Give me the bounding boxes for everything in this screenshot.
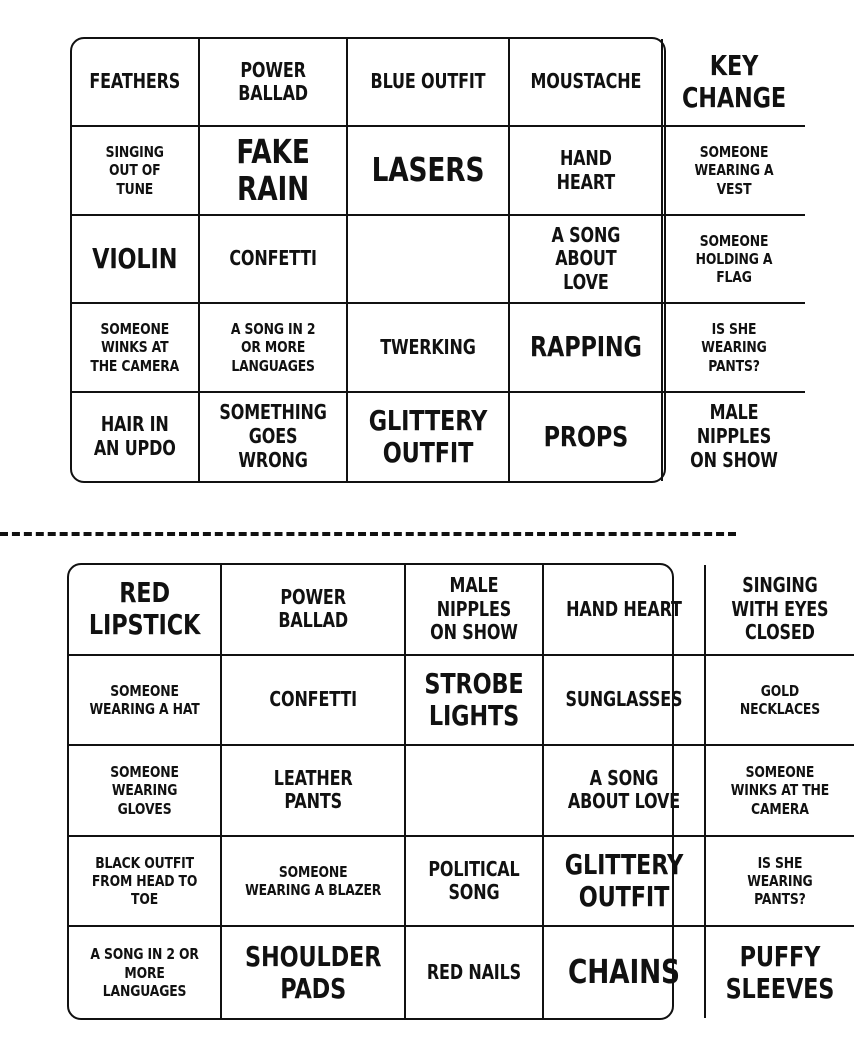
bingo-square-label: POWER BALLAD [278, 584, 349, 633]
bingo-square[interactable] [544, 837, 706, 928]
bingo-square-label: A SONG IN 2 OR MORE LANGUAGES [230, 319, 315, 375]
bingo-square-label: CHAINS [568, 952, 681, 992]
bingo-square[interactable] [348, 393, 510, 481]
bingo-square[interactable] [663, 39, 805, 127]
bingo-square[interactable] [222, 927, 406, 1018]
bingo-square-label: SOMEONE WEARING GLOVES [110, 763, 179, 818]
bingo-square[interactable] [706, 746, 854, 837]
bingo-square[interactable] [222, 746, 406, 837]
bingo-square[interactable] [348, 39, 510, 127]
bingo-square[interactable] [69, 565, 222, 656]
bingo-square[interactable] [544, 656, 706, 747]
bingo-square[interactable] [222, 837, 406, 928]
bingo-square[interactable] [72, 304, 200, 392]
bingo-square-label: RED LIPSTICK [88, 576, 201, 642]
bingo-square-label: MALE NIPPLES ON SHOW [690, 400, 779, 472]
bingo-square-label: MALE NIPPLES ON SHOW [430, 572, 519, 645]
bingo-square-label: BLUE OUTFIT [370, 69, 486, 94]
bingo-square[interactable] [222, 656, 406, 747]
bingo-square-label: PROPS [543, 419, 628, 453]
bingo-square-label: HAIR IN AN UPDO [93, 412, 176, 460]
bingo-square-label: CONFETTI [269, 687, 357, 712]
bingo-square[interactable] [406, 565, 544, 656]
bingo-square-label: SOMEONE WEARING A BLAZER [245, 862, 382, 900]
bingo-square[interactable] [406, 837, 544, 928]
bingo-square[interactable] [706, 837, 854, 928]
free-square[interactable] [348, 216, 510, 304]
bingo-square-label: FEATHERS [89, 69, 181, 94]
bingo-square-label: MOUSTACHE [530, 69, 641, 94]
bingo-square[interactable] [663, 216, 805, 304]
bingo-square[interactable] [200, 393, 348, 481]
bingo-square[interactable] [406, 656, 544, 747]
bingo-square-label: SOMETHING GOES WRONG [218, 400, 327, 472]
free-square[interactable] [406, 746, 544, 837]
bingo-square-label: CONFETTI [228, 246, 317, 271]
bingo-square-label: GLITTERY OUTFIT [368, 403, 487, 469]
bingo-square[interactable] [72, 39, 200, 127]
bingo-square-label: TWERKING [379, 334, 476, 359]
bingo-square[interactable] [406, 927, 544, 1018]
bingo-square[interactable] [348, 304, 510, 392]
bingo-square-label: HAND HEART [566, 596, 683, 621]
bingo-square[interactable] [663, 393, 805, 481]
bingo-square-label: RED NAILS [427, 959, 522, 984]
bingo-square-label: POWER BALLAD [237, 57, 308, 106]
bingo-card-2 [67, 563, 835, 1020]
bingo-square-label: FAKE RAIN [235, 131, 310, 208]
bingo-square[interactable] [200, 127, 348, 215]
bingo-card-1 [70, 37, 787, 483]
bingo-square-label: LEATHER PANTS [273, 765, 353, 814]
bingo-square-label: GLITTERY OUTFIT [565, 847, 684, 914]
bingo-square[interactable] [200, 216, 348, 304]
bingo-square-label: LASERS [371, 150, 484, 190]
bingo-square[interactable] [706, 656, 854, 747]
bingo-square[interactable] [706, 927, 854, 1018]
bingo-square-label: PUFFY SLEEVES [725, 939, 835, 1005]
bingo-square-label: POLITICAL SONG [428, 856, 520, 905]
bingo-square[interactable] [348, 127, 510, 215]
bingo-square-label: SOMEONE WEARING A VEST [694, 143, 774, 198]
bingo-square[interactable] [200, 39, 348, 127]
bingo-square-label: VIOLIN [92, 241, 178, 275]
bingo-square-label: SINGING OUT OF TUNE [105, 143, 164, 198]
bingo-square-label: SHOULDER PADS [245, 939, 382, 1005]
bingo-square-label: SOMEONE WEARING A HAT [89, 681, 200, 718]
bingo-square-label: STROBE LIGHTS [424, 666, 524, 732]
bingo-square[interactable] [72, 393, 200, 481]
bingo-square[interactable] [69, 837, 222, 928]
bingo-square[interactable] [544, 565, 706, 656]
bingo-square-label: A SONG IN 2 OR MORE LANGUAGES [90, 945, 199, 1000]
bingo-square-label: A SONG ABOUT LOVE [568, 765, 681, 814]
bingo-square[interactable] [510, 304, 664, 392]
bingo-square-label: GOLD NECKLACES [740, 681, 821, 718]
bingo-square[interactable] [663, 304, 805, 392]
bingo-square-label: IS SHE WEARING PANTS? [747, 853, 813, 909]
bingo-square[interactable] [69, 746, 222, 837]
bingo-square[interactable] [544, 927, 706, 1018]
bingo-square[interactable] [222, 565, 406, 656]
bingo-square[interactable] [510, 39, 664, 127]
bingo-square[interactable] [663, 127, 805, 215]
bingo-square-label: IS SHE WEARING PANTS? [701, 319, 767, 375]
bingo-square-label: HAND HEART [556, 146, 615, 194]
bingo-square[interactable] [510, 127, 664, 215]
bingo-square[interactable] [200, 304, 348, 392]
bingo-square[interactable] [69, 656, 222, 747]
bingo-square[interactable] [72, 127, 200, 215]
bingo-square-label: SOMEONE WINKS AT THE CAMERA [90, 319, 180, 375]
cut-line-divider [0, 532, 736, 536]
bingo-square-label: SOMEONE WINKS AT THE CAMERA [730, 763, 830, 818]
bingo-square[interactable] [69, 927, 222, 1018]
bingo-square-label: SOMEONE HOLDING A FLAG [695, 231, 773, 287]
bingo-square-label: SUNGLASSES [565, 687, 683, 712]
bingo-square[interactable] [510, 216, 664, 304]
bingo-square[interactable] [706, 565, 854, 656]
bingo-square-label: A SONG ABOUT LOVE [551, 222, 620, 294]
bingo-square[interactable] [72, 216, 200, 304]
bingo-square-label: SINGING WITH EYES CLOSED [731, 572, 829, 645]
bingo-square-label: KEY CHANGE [682, 49, 787, 115]
bingo-square-label: RAPPING [529, 330, 642, 364]
bingo-square-label: BLACK OUTFIT FROM HEAD TO TOE [91, 853, 198, 909]
bingo-square[interactable] [510, 393, 664, 481]
bingo-square[interactable] [544, 746, 706, 837]
